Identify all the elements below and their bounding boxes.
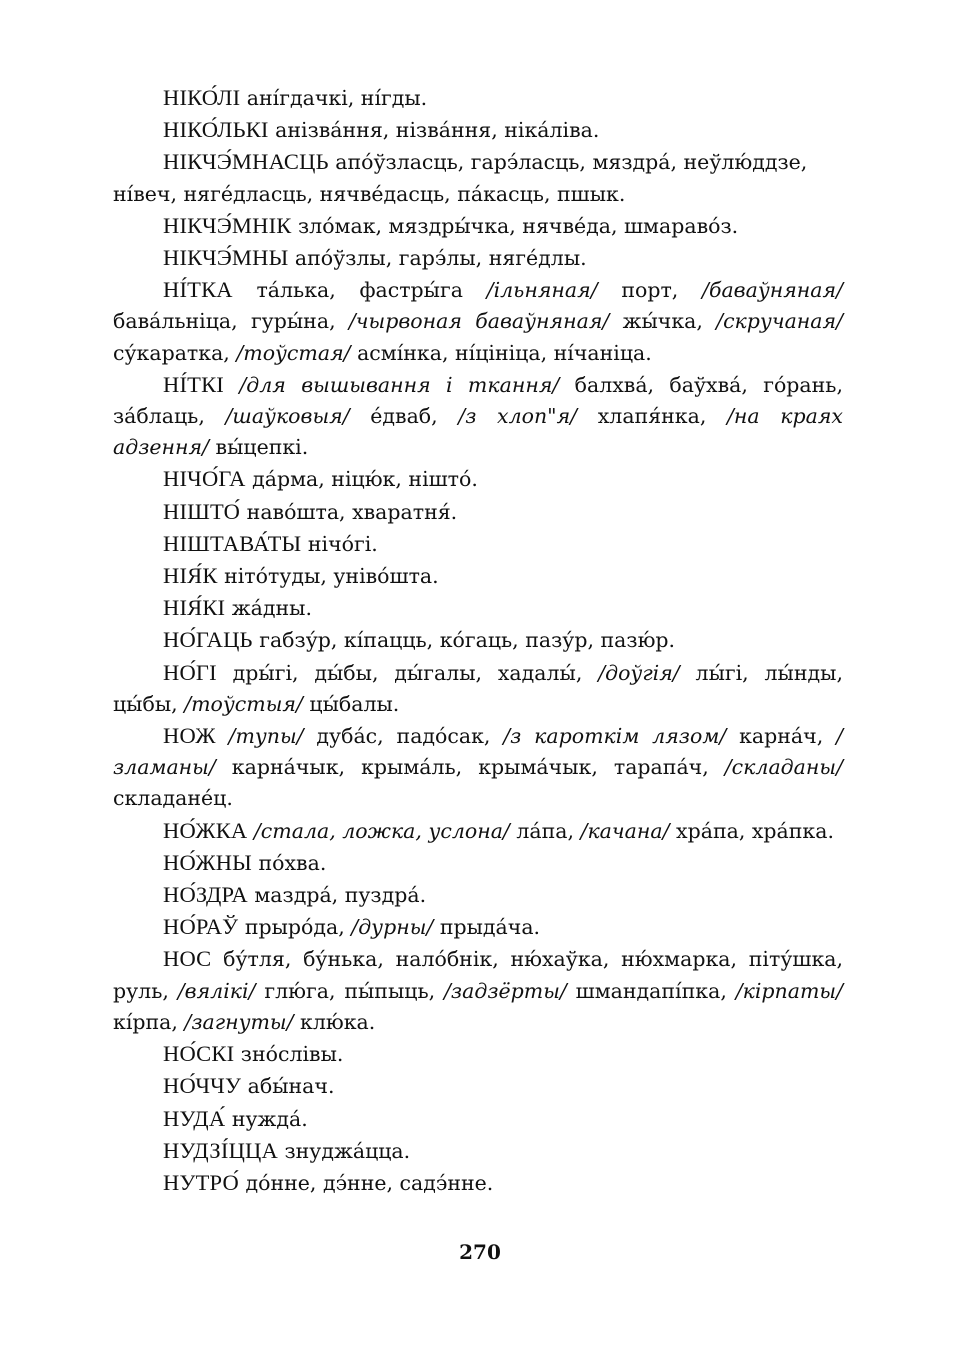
synonym-text: [216, 724, 229, 748]
synonym-text: карна́чык, крыма́ль, крыма́чык, тарапа́ч,: [215, 755, 725, 780]
synonym-text: клю́ка.: [293, 1009, 376, 1034]
synonym-text: наво́шта, хваратня́.: [240, 499, 458, 524]
dictionary-entry: [113, 1167, 843, 1199]
synonym-text: маздра́, пуздра́.: [247, 883, 427, 908]
entry-headword: НУДЗІ́ЦЦА: [163, 1137, 278, 1163]
synonym-text: апо́ўзлы, гарэ́лы, няге́длы.: [288, 246, 587, 271]
dictionary-entry: [113, 847, 843, 879]
synonym-text: жа́дны.: [225, 596, 312, 621]
dictionary-entry: [113, 720, 843, 815]
synonym-text: бава́льніца, гуры́на,: [113, 309, 349, 334]
synonym-text: апо́ўзласць, гарэ́ласць, мяздра́, неўлю́ддзе, ні́веч, няге́дласць, нячве́дасць, па́касць, пшык.: [113, 150, 808, 206]
dictionary-entry: [113, 463, 843, 495]
synonym-text: прыда́ча.: [433, 915, 541, 940]
usage-note: /загнуты/: [184, 1009, 294, 1034]
synonym-text: шмандапі́пка,: [566, 978, 736, 1003]
synonym-text: карна́ч,: [726, 724, 837, 749]
usage-note: /качана/: [580, 818, 670, 843]
entry-headword: НІКО́ЛІ: [163, 85, 241, 110]
entry-headword: НІ́ТКІ: [163, 371, 224, 397]
entry-headword: НУДА́: [163, 1105, 226, 1131]
dictionary-entry: [113, 815, 843, 847]
synonym-text: бу́тля, бу́нька, нало́бнік, ню́хаўка, ню́хмарка, піту́шка, руль,: [113, 947, 843, 1003]
usage-note: /на краях адзення/: [113, 404, 843, 460]
usage-note: /чырвоная баваўняная/: [348, 309, 610, 334]
synonym-text: ла́па,: [509, 818, 581, 843]
page-number: 270: [459, 1240, 501, 1264]
entry-headword: НО́ГАЦЬ: [163, 627, 253, 653]
dictionary-entry: [113, 369, 843, 464]
dictionary-entry: [113, 879, 843, 911]
usage-note: /шаўковыя/: [225, 404, 350, 429]
usage-note: /кірпаты/: [735, 978, 843, 1003]
synonym-text: хлапя́нка,: [577, 404, 727, 429]
dictionary-entry: [113, 242, 843, 274]
usage-note: /ільняная/: [486, 278, 598, 303]
synonym-text: порт,: [597, 278, 703, 303]
entry-headword: НІКЧЭ́МНЫ: [163, 245, 289, 271]
synonym-text: асмі́нка, ні́цініца, ні́чаніца.: [350, 340, 652, 365]
dictionary-entry: [113, 1103, 843, 1135]
entry-headword: НІКЧЭ́МНІК: [163, 212, 292, 238]
synonym-text: вы́цепкі.: [209, 435, 309, 460]
usage-note: /вялікі/: [177, 978, 256, 1003]
entry-headword: НО́ЗДРА: [163, 882, 248, 908]
synonym-text: балхва́, баўхва́, го́рань, за́блаць,: [113, 372, 843, 429]
usage-note: /баваўняная/: [702, 278, 843, 303]
usage-note: /з хлоп"я/: [458, 404, 578, 429]
synonym-text: зло́мак, мяздры́чка, нячве́да, шмараво́з.: [291, 213, 739, 238]
dictionary-page: [113, 82, 843, 1199]
entry-headword: НІЧО́ГА: [163, 466, 246, 492]
synonym-text: по́хва.: [251, 850, 327, 875]
usage-note: /задзёрты/: [444, 978, 567, 1003]
synonym-text: до́нне, дэ́нне, садэ́нне.: [238, 1170, 494, 1195]
entry-headword: НІЯ́КІ: [163, 595, 226, 621]
synonym-text: складане́ц.: [113, 786, 233, 811]
entry-headword: НО́ГІ: [163, 659, 217, 685]
synonym-text: знуджа́цца.: [277, 1138, 411, 1163]
dictionary-entry: [113, 146, 843, 209]
usage-note: /скручаная/: [716, 309, 843, 334]
synonym-text: нічо́гі.: [301, 531, 378, 556]
usage-note: /доўгія/: [598, 660, 680, 685]
synonym-text: дры́гі, ды́бы, ды́галы, хадалы́,: [216, 660, 599, 685]
synonym-text: лы́гі, лы́нды, цы́бы,: [113, 660, 843, 716]
synonym-text: глю́га, пы́пыць,: [255, 978, 445, 1003]
synonym-text: ані́гдачкі, ні́гды.: [240, 86, 428, 110]
synonym-text: да́рма, ніцю́к, нішто́.: [245, 467, 478, 492]
entry-headword: НІШТАВА́ТЫ: [163, 530, 302, 556]
dictionary-entry: [113, 657, 843, 720]
usage-note: /зламаны/: [113, 724, 843, 780]
usage-note: /тоўстая/: [236, 340, 351, 365]
dictionary-entry: [113, 1038, 843, 1070]
usage-note: /стала, ложка, услона/: [253, 818, 510, 843]
usage-note: /з кароткім лязом/: [503, 724, 727, 749]
synonym-text: су́каратка,: [113, 340, 237, 365]
entry-headword: НІ́ТКА: [163, 277, 233, 303]
entry-headword: НІЯ́К: [163, 563, 218, 589]
synonym-text: абы́нач.: [241, 1074, 335, 1099]
entry-headword: НОС: [163, 946, 212, 972]
entry-headword: НІКЧЭ́МНАСЦЬ: [163, 149, 329, 175]
dictionary-entry: [113, 1070, 843, 1102]
dictionary-entry: [113, 528, 843, 560]
entry-headword: НО́ЖКА: [163, 817, 248, 843]
dictionary-entry: [113, 560, 843, 592]
dictionary-entry: [113, 496, 843, 528]
synonym-text: е́дваб,: [349, 404, 459, 429]
dictionary-entry: [113, 82, 843, 114]
entry-headword: НО́РАЎ: [163, 914, 239, 940]
dictionary-entry: [113, 911, 843, 943]
dictionary-entry: [113, 114, 843, 146]
entry-headword: НІШТО́: [163, 498, 241, 524]
usage-note: /складаны/: [724, 755, 843, 780]
synonym-text: жы́чка,: [609, 309, 717, 334]
dictionary-entry: [113, 943, 843, 1038]
synonym-text: зно́слівы.: [234, 1042, 344, 1067]
synonym-text: цы́балы.: [302, 691, 400, 716]
dictionary-entry: [113, 592, 843, 624]
usage-note: /тоўстыя/: [184, 691, 303, 716]
usage-note: /тупы/: [228, 724, 304, 749]
entry-headword: НІКО́ЛЬКІ: [163, 117, 269, 143]
dictionary-entry: [113, 624, 843, 656]
entry-headword: НО́СКІ: [163, 1041, 235, 1067]
synonym-text: прыро́да,: [238, 915, 352, 940]
synonym-text: кі́рпа,: [113, 1009, 185, 1034]
synonym-text: дуба́с, падо́сак,: [303, 724, 504, 749]
entry-headword: НО́ЧЧУ: [163, 1073, 242, 1099]
synonym-text: габзу́р, кі́пацць, ко́гаць, пазу́р, пазю́р.: [252, 628, 676, 653]
dictionary-entry: [113, 1135, 843, 1167]
usage-note: /для вышывання і ткання/: [239, 372, 560, 397]
synonym-text: анізва́ння, нізва́ння, ніка́ліва.: [268, 118, 600, 143]
dictionary-entry: [113, 210, 843, 242]
entry-headword: НУТРО́: [163, 1169, 239, 1195]
synonym-text: нужда́.: [225, 1106, 308, 1131]
synonym-text: хра́па, хра́пка.: [669, 818, 834, 843]
dictionary-entry: [113, 274, 843, 369]
synonym-text: ніто́туды, уніво́шта.: [217, 564, 439, 589]
entry-headword: НОЖ: [163, 723, 216, 749]
synonym-text: [224, 373, 239, 397]
synonym-text: та́лька, фастры́га: [232, 278, 487, 303]
entry-headword: НО́ЖНЫ: [163, 849, 252, 875]
usage-note: /дурны/: [351, 915, 434, 940]
